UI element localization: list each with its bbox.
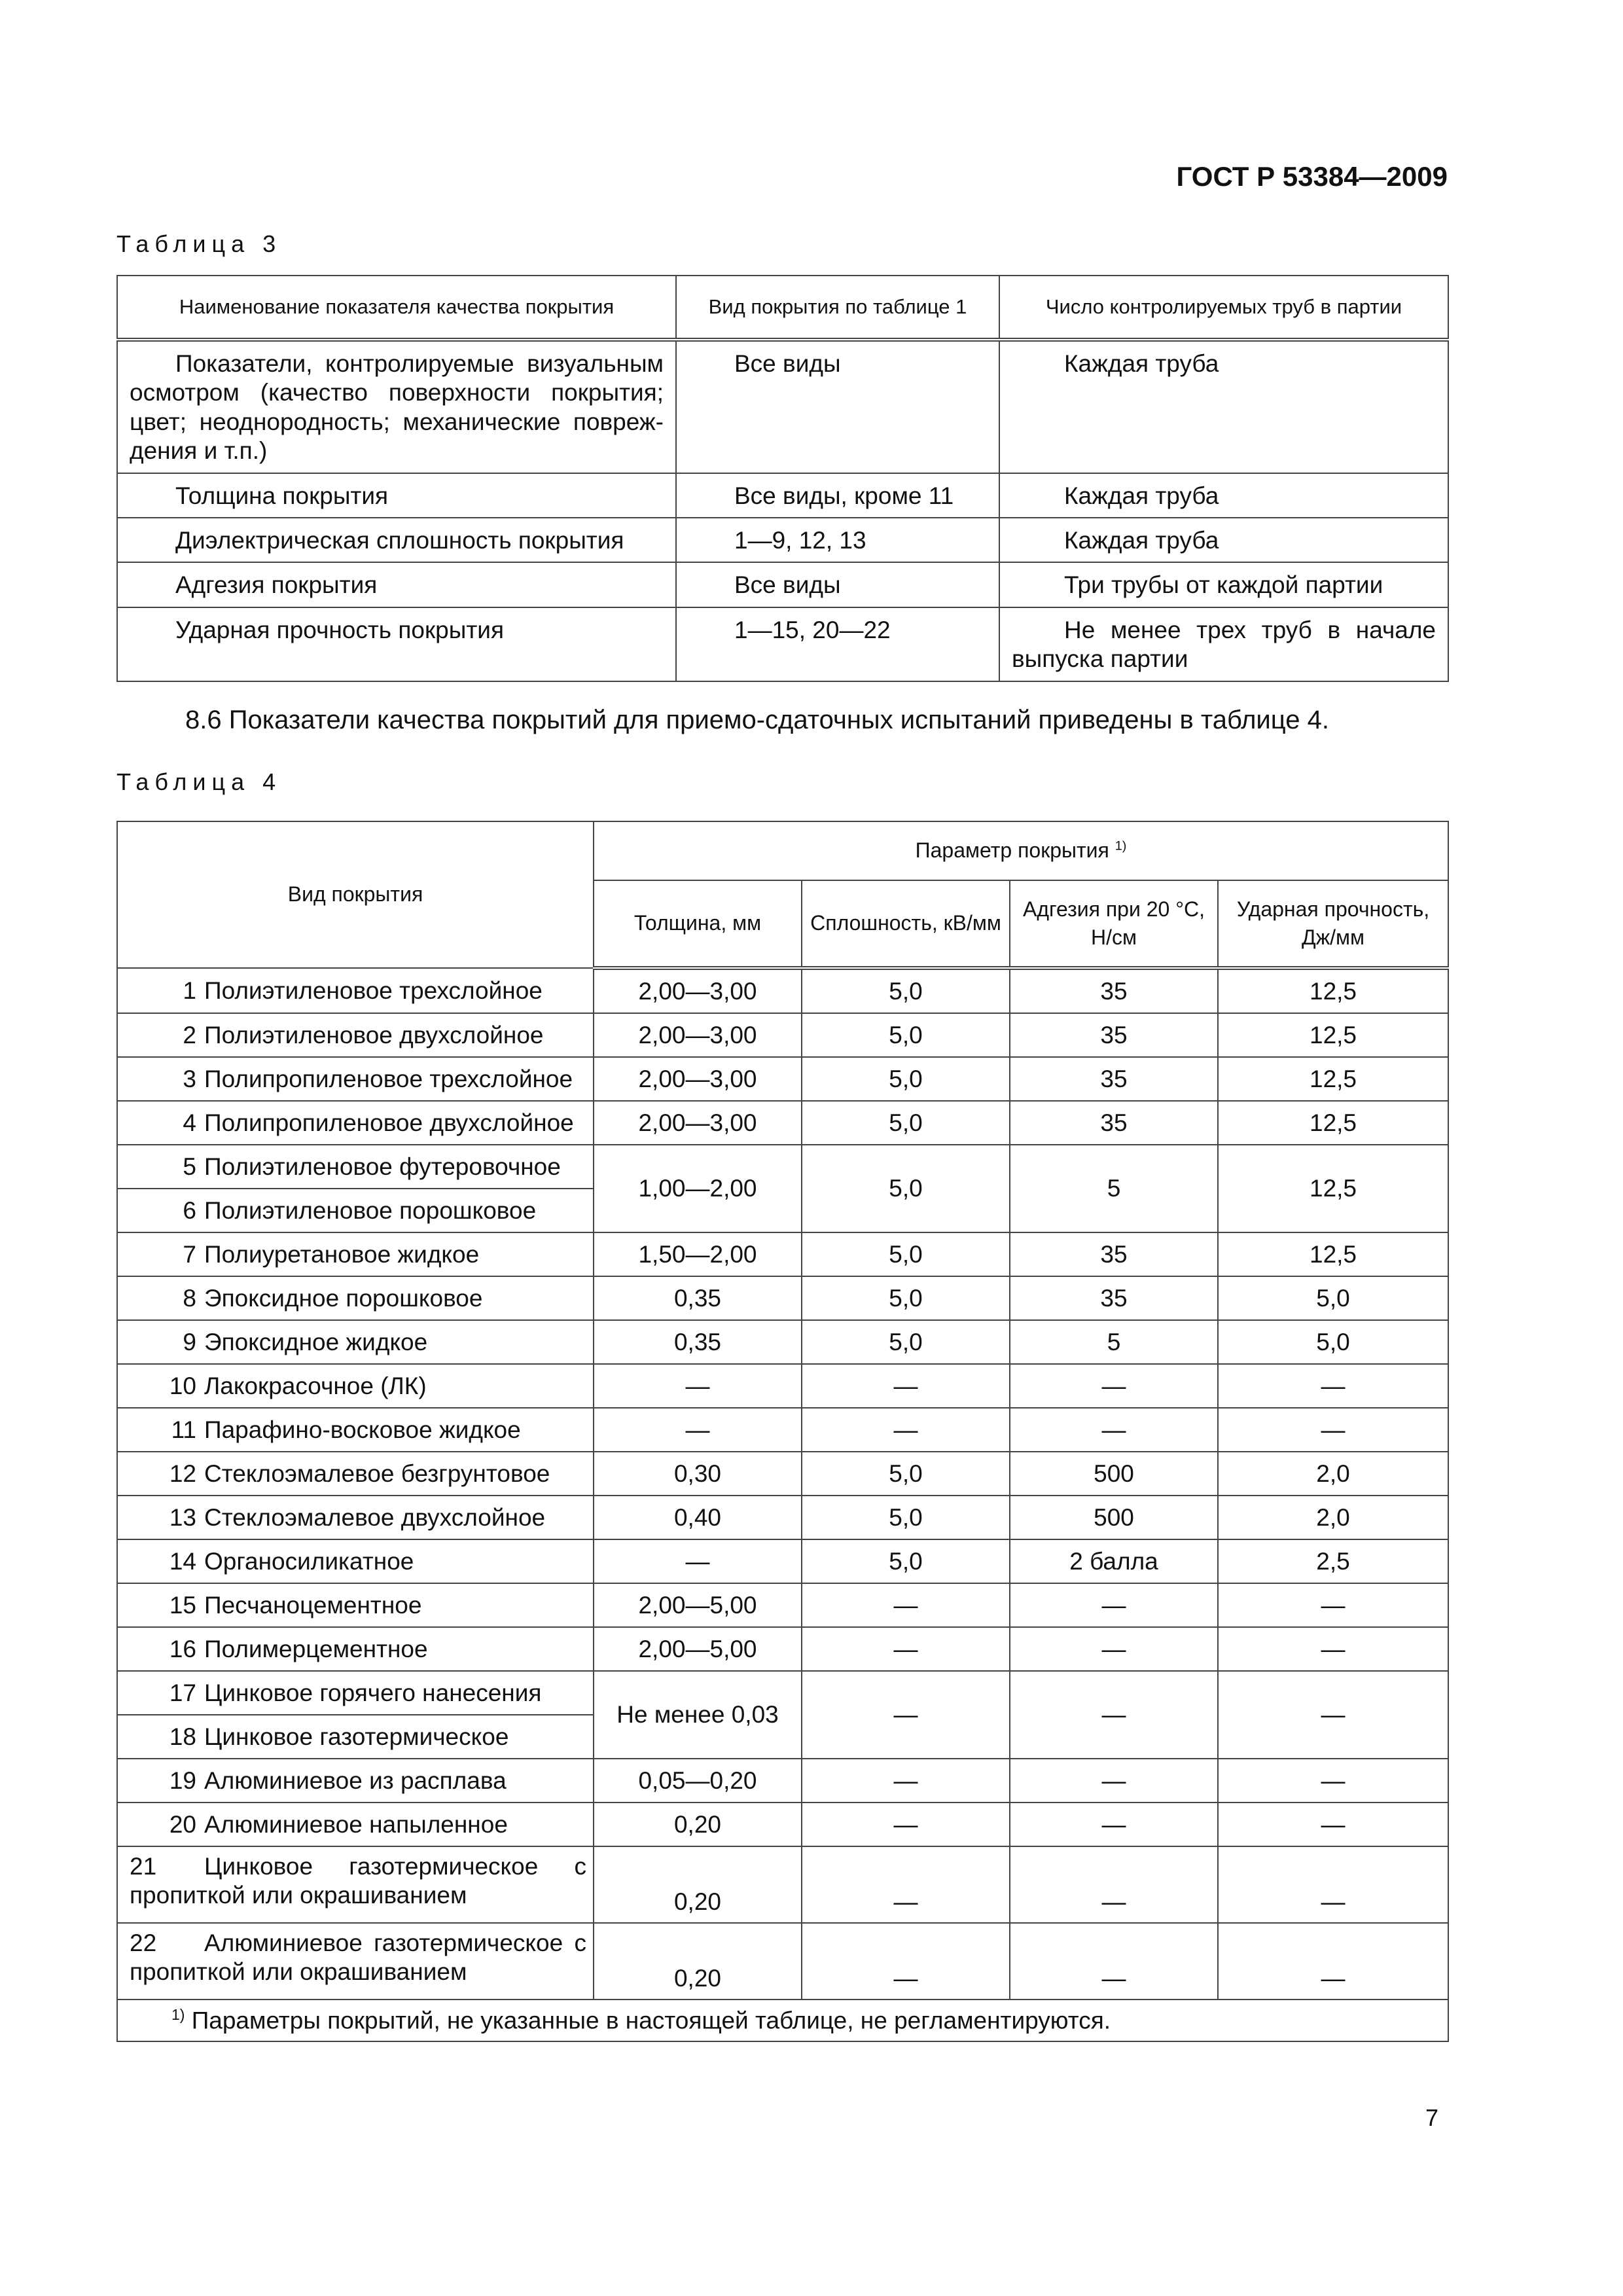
impact-value: 5,0 bbox=[1218, 1276, 1448, 1320]
table-row bbox=[117, 1759, 1448, 1803]
coating-name bbox=[117, 1496, 594, 1539]
impact-value: — bbox=[1218, 1583, 1448, 1627]
table-cell: Все виды bbox=[676, 562, 999, 607]
thickness-value: 1,50—2,00 bbox=[594, 1232, 802, 1276]
row-number: 18 bbox=[169, 1723, 196, 1750]
continuity-value: — bbox=[802, 1583, 1010, 1627]
continuity-value: 5,0 bbox=[802, 968, 1010, 1013]
coating-name bbox=[117, 1539, 594, 1583]
table-row bbox=[117, 1013, 1448, 1057]
impact-value: — bbox=[1218, 1759, 1448, 1803]
continuity-value: — bbox=[802, 1364, 1010, 1408]
continuity-value: 5,0 bbox=[802, 1320, 1010, 1364]
continuity-value: — bbox=[802, 1671, 1010, 1759]
row-name: Парафино-восковое жидкое bbox=[204, 1416, 521, 1443]
table-cell: Адгезия покрытия bbox=[117, 562, 676, 607]
table-cell: Каждая труба bbox=[999, 473, 1448, 518]
row-number: 22 bbox=[130, 1929, 157, 1956]
row-number: 9 bbox=[183, 1328, 196, 1355]
adhesion-value: — bbox=[1010, 1846, 1218, 1923]
continuity-value: 5,0 bbox=[802, 1539, 1010, 1583]
thickness-value: 0,20 bbox=[594, 1803, 802, 1846]
impact-value: — bbox=[1218, 1627, 1448, 1671]
row-number: 4 bbox=[183, 1109, 196, 1136]
thickness-value: 0,20 bbox=[594, 1923, 802, 2000]
row-name: Органосиликатное bbox=[204, 1547, 414, 1575]
table-cell: 1—15, 20—22 bbox=[676, 607, 999, 681]
table-row bbox=[117, 1320, 1448, 1364]
row-number: 20 bbox=[169, 1810, 196, 1838]
thickness-value: 0,35 bbox=[594, 1320, 802, 1364]
table-row bbox=[117, 562, 1448, 607]
thickness-value: Не менее 0,03 bbox=[594, 1671, 802, 1759]
adhesion-value: 35 bbox=[1010, 1013, 1218, 1057]
table-cell: Показатели, контролируемые визуальным осмотром (качество поверхности покрытия; цвет; неоднородность; механические повреж- дения и т.п.) bbox=[117, 340, 676, 473]
table-row bbox=[117, 1057, 1448, 1101]
coating-name bbox=[117, 1759, 594, 1803]
row-number: 13 bbox=[169, 1503, 196, 1531]
coating-name bbox=[117, 1057, 594, 1101]
table4-caption: Таблица 4 bbox=[116, 768, 282, 795]
table4-footnote-row bbox=[117, 2000, 1448, 2041]
row-name: Полиэтиленовое двухслойное bbox=[204, 1021, 544, 1049]
thickness-value: 2,00—5,00 bbox=[594, 1627, 802, 1671]
row-number: 17 bbox=[169, 1679, 196, 1706]
continuity-value: — bbox=[802, 1408, 1010, 1452]
row-number: 14 bbox=[169, 1547, 196, 1575]
coating-name bbox=[117, 1145, 594, 1189]
thickness-value: 0,20 bbox=[594, 1846, 802, 1923]
row-name: Полиэтиленовое футеровочное bbox=[204, 1153, 561, 1180]
coating-name bbox=[117, 1627, 594, 1671]
thickness-value: 2,00—3,00 bbox=[594, 1013, 802, 1057]
coating-name bbox=[117, 1276, 594, 1320]
coating-name bbox=[117, 1232, 594, 1276]
impact-value: 2,5 bbox=[1218, 1539, 1448, 1583]
row-number: 12 bbox=[169, 1460, 196, 1487]
row-number: 11 bbox=[171, 1416, 196, 1443]
thickness-value: 2,00—3,00 bbox=[594, 968, 802, 1013]
thickness-value: 2,00—3,00 bbox=[594, 1057, 802, 1101]
adhesion-value: 5 bbox=[1010, 1320, 1218, 1364]
adhesion-value: — bbox=[1010, 1671, 1218, 1759]
coating-name bbox=[117, 968, 594, 1013]
header-parameter-label: Параметр покрытия bbox=[915, 838, 1109, 863]
continuity-value: 5,0 bbox=[802, 1013, 1010, 1057]
table-cell: Каждая труба bbox=[999, 518, 1448, 562]
continuity-value: — bbox=[802, 1759, 1010, 1803]
row-number: 21 bbox=[130, 1853, 157, 1880]
table-row bbox=[117, 340, 1448, 473]
adhesion-value: 500 bbox=[1010, 1496, 1218, 1539]
header-coating-type: Вид покрытия bbox=[117, 821, 594, 968]
table-row bbox=[117, 1145, 1448, 1189]
thickness-value: 0,05—0,20 bbox=[594, 1759, 802, 1803]
table-cell: Все виды, кроме 11 bbox=[676, 473, 999, 518]
table4 bbox=[116, 821, 1449, 2042]
table-row bbox=[117, 607, 1448, 681]
thickness-value: 1,00—2,00 bbox=[594, 1145, 802, 1232]
thickness-value: 0,35 bbox=[594, 1276, 802, 1320]
row-name: Цинковое газотермическое с пропиткой или окрашиванием bbox=[130, 1853, 586, 1909]
thickness-value: 0,30 bbox=[594, 1452, 802, 1496]
continuity-value: 5,0 bbox=[802, 1057, 1010, 1101]
table-cell: Ударная прочность покрытия bbox=[117, 607, 676, 681]
adhesion-value: 500 bbox=[1010, 1452, 1218, 1496]
row-name: Эпоксидное порошковое bbox=[204, 1284, 483, 1312]
impact-value: — bbox=[1218, 1803, 1448, 1846]
adhesion-value: — bbox=[1010, 1759, 1218, 1803]
adhesion-value: 5 bbox=[1010, 1145, 1218, 1232]
row-number: 19 bbox=[169, 1767, 196, 1794]
table-cell: Все виды bbox=[676, 340, 999, 473]
table-cell: Не менее трех труб в начале выпуска партии bbox=[999, 607, 1448, 681]
table-row bbox=[117, 1846, 1448, 1923]
impact-value: 12,5 bbox=[1218, 1101, 1448, 1145]
table-row bbox=[117, 1408, 1448, 1452]
thickness-value: 2,00—5,00 bbox=[594, 1583, 802, 1627]
coating-name bbox=[117, 1408, 594, 1452]
table3-header-cell: Число контролируемых труб в партии bbox=[999, 276, 1448, 340]
table-row bbox=[117, 1539, 1448, 1583]
row-name: Цинковое газотермическое bbox=[204, 1723, 509, 1750]
row-name: Алюминиевое газотермическое с пропиткой или окрашиванием bbox=[130, 1929, 586, 1985]
coating-name bbox=[117, 1452, 594, 1496]
table-row bbox=[117, 968, 1448, 1013]
row-number: 2 bbox=[183, 1021, 196, 1049]
table-row bbox=[117, 473, 1448, 518]
table-row bbox=[117, 1101, 1448, 1145]
impact-value: — bbox=[1218, 1671, 1448, 1759]
continuity-value: 5,0 bbox=[802, 1145, 1010, 1232]
thickness-value: — bbox=[594, 1364, 802, 1408]
row-name: Стеклоэмалевое двухслойное bbox=[204, 1503, 546, 1531]
footnote-ref: 1) bbox=[1115, 838, 1127, 853]
adhesion-value: 35 bbox=[1010, 1101, 1218, 1145]
table-row bbox=[117, 1803, 1448, 1846]
continuity-value: — bbox=[802, 1923, 1010, 2000]
continuity-value: 5,0 bbox=[802, 1496, 1010, 1539]
table4-footnote bbox=[117, 2000, 1448, 2041]
continuity-value: — bbox=[802, 1846, 1010, 1923]
row-number: 15 bbox=[169, 1591, 196, 1619]
footnote-mark: 1) bbox=[171, 2006, 185, 2024]
continuity-value: — bbox=[802, 1627, 1010, 1671]
row-name: Полиуретановое жидкое bbox=[204, 1240, 480, 1268]
table3 bbox=[116, 275, 1449, 682]
row-name: Эпоксидное жидкое bbox=[204, 1328, 428, 1355]
row-number: 10 bbox=[169, 1372, 196, 1399]
coating-name bbox=[117, 1583, 594, 1627]
header-parameter-group bbox=[594, 821, 1448, 880]
table3-caption: Таблица 3 bbox=[116, 230, 282, 257]
adhesion-value: — bbox=[1010, 1803, 1218, 1846]
impact-value: 12,5 bbox=[1218, 1057, 1448, 1101]
header-continuity: Сплошность, кВ/мм bbox=[802, 880, 1010, 968]
paragraph-8-6: 8.6 Показатели качества покрытий для приемо-сдаточных испытаний приведены в таблице 4. bbox=[185, 706, 1329, 734]
footnote-text: Параметры покрытий, не указанные в настоящей таблице, не регламентируются. bbox=[191, 2007, 1111, 2034]
impact-value: 12,5 bbox=[1218, 1145, 1448, 1232]
table-cell: Толщина покрытия bbox=[117, 473, 676, 518]
row-number: 16 bbox=[169, 1635, 196, 1662]
thickness-value: — bbox=[594, 1539, 802, 1583]
coating-name bbox=[117, 1846, 594, 1923]
impact-value: 12,5 bbox=[1218, 1013, 1448, 1057]
impact-value: 12,5 bbox=[1218, 968, 1448, 1013]
table-cell: Каждая труба bbox=[999, 340, 1448, 473]
row-name: Песчаноцементное bbox=[204, 1591, 422, 1619]
table-cell: Три трубы от каждой партии bbox=[999, 562, 1448, 607]
table-cell: 1—9, 12, 13 bbox=[676, 518, 999, 562]
header-thickness: Толщина, мм bbox=[594, 880, 802, 968]
row-number: 6 bbox=[183, 1196, 196, 1224]
row-name: Полимерцементное bbox=[204, 1635, 428, 1662]
table3-header-row bbox=[117, 276, 1448, 340]
coating-name bbox=[117, 1101, 594, 1145]
adhesion-value: 35 bbox=[1010, 1276, 1218, 1320]
thickness-value: 2,00—3,00 bbox=[594, 1101, 802, 1145]
impact-value: — bbox=[1218, 1846, 1448, 1923]
header-impact: Ударная прочность, Дж/мм bbox=[1218, 880, 1448, 968]
coating-name bbox=[117, 1320, 594, 1364]
table-row bbox=[117, 1627, 1448, 1671]
continuity-value: 5,0 bbox=[802, 1276, 1010, 1320]
adhesion-value: — bbox=[1010, 1627, 1218, 1671]
table-cell: Диэлектрическая сплошность покрытия bbox=[117, 518, 676, 562]
adhesion-value: — bbox=[1010, 1408, 1218, 1452]
thickness-value: — bbox=[594, 1408, 802, 1452]
impact-value: 2,0 bbox=[1218, 1496, 1448, 1539]
coating-name bbox=[117, 1189, 594, 1232]
table-row bbox=[117, 518, 1448, 562]
adhesion-value: — bbox=[1010, 1923, 1218, 2000]
coating-name bbox=[117, 1013, 594, 1057]
impact-value: 2,0 bbox=[1218, 1452, 1448, 1496]
impact-value: — bbox=[1218, 1408, 1448, 1452]
adhesion-value: — bbox=[1010, 1364, 1218, 1408]
coating-name bbox=[117, 1364, 594, 1408]
row-name: Лакокрасочное (ЛК) bbox=[204, 1372, 427, 1399]
impact-value: 5,0 bbox=[1218, 1320, 1448, 1364]
row-number: 5 bbox=[183, 1153, 196, 1180]
table3-header-cell: Вид покрытия по таблице 1 bbox=[676, 276, 999, 340]
table-row bbox=[117, 1364, 1448, 1408]
table4-header-row bbox=[117, 821, 1448, 880]
header-adhesion: Адгезия при 20 °С, Н/см bbox=[1010, 880, 1218, 968]
row-number: 8 bbox=[183, 1284, 196, 1312]
continuity-value: 5,0 bbox=[802, 1101, 1010, 1145]
adhesion-value: 35 bbox=[1010, 1232, 1218, 1276]
continuity-value: 5,0 bbox=[802, 1452, 1010, 1496]
table-row bbox=[117, 1923, 1448, 2000]
table-row bbox=[117, 1671, 1448, 1715]
row-number: 3 bbox=[183, 1065, 196, 1092]
continuity-value: 5,0 bbox=[802, 1232, 1010, 1276]
table-row bbox=[117, 1232, 1448, 1276]
row-name: Полиэтиленовое порошковое bbox=[204, 1196, 537, 1224]
coating-name bbox=[117, 1671, 594, 1715]
adhesion-value: 2 балла bbox=[1010, 1539, 1218, 1583]
row-name: Алюминиевое напыленное bbox=[204, 1810, 508, 1838]
table-row bbox=[117, 1583, 1448, 1627]
impact-value: — bbox=[1218, 1923, 1448, 2000]
row-number: 7 bbox=[183, 1240, 196, 1268]
table-row bbox=[117, 1276, 1448, 1320]
row-name: Алюминиевое из расплава bbox=[204, 1767, 507, 1794]
page-number: 7 bbox=[1425, 2104, 1439, 2131]
coating-name bbox=[117, 1923, 594, 2000]
row-name: Полиэтиленовое трехслойное bbox=[204, 977, 543, 1004]
coating-name bbox=[117, 1715, 594, 1759]
table-row bbox=[117, 1452, 1448, 1496]
row-name: Полипропиленовое двухслойное bbox=[204, 1109, 574, 1136]
row-number: 1 bbox=[183, 977, 196, 1004]
impact-value: — bbox=[1218, 1364, 1448, 1408]
table-row bbox=[117, 1496, 1448, 1539]
row-name: Цинковое горячего нанесения bbox=[204, 1679, 542, 1706]
adhesion-value: 35 bbox=[1010, 968, 1218, 1013]
thickness-value: 0,40 bbox=[594, 1496, 802, 1539]
table3-header-cell: Наименование показателя качества покрытия bbox=[117, 276, 676, 340]
adhesion-value: — bbox=[1010, 1583, 1218, 1627]
adhesion-value: 35 bbox=[1010, 1057, 1218, 1101]
row-name: Стеклоэмалевое безгрунтовое bbox=[204, 1460, 550, 1487]
coating-name bbox=[117, 1803, 594, 1846]
document-code: ГОСТ Р 53384—2009 bbox=[1176, 161, 1448, 192]
row-name: Полипропиленовое трехслойное bbox=[204, 1065, 573, 1092]
continuity-value: — bbox=[802, 1803, 1010, 1846]
impact-value: 12,5 bbox=[1218, 1232, 1448, 1276]
